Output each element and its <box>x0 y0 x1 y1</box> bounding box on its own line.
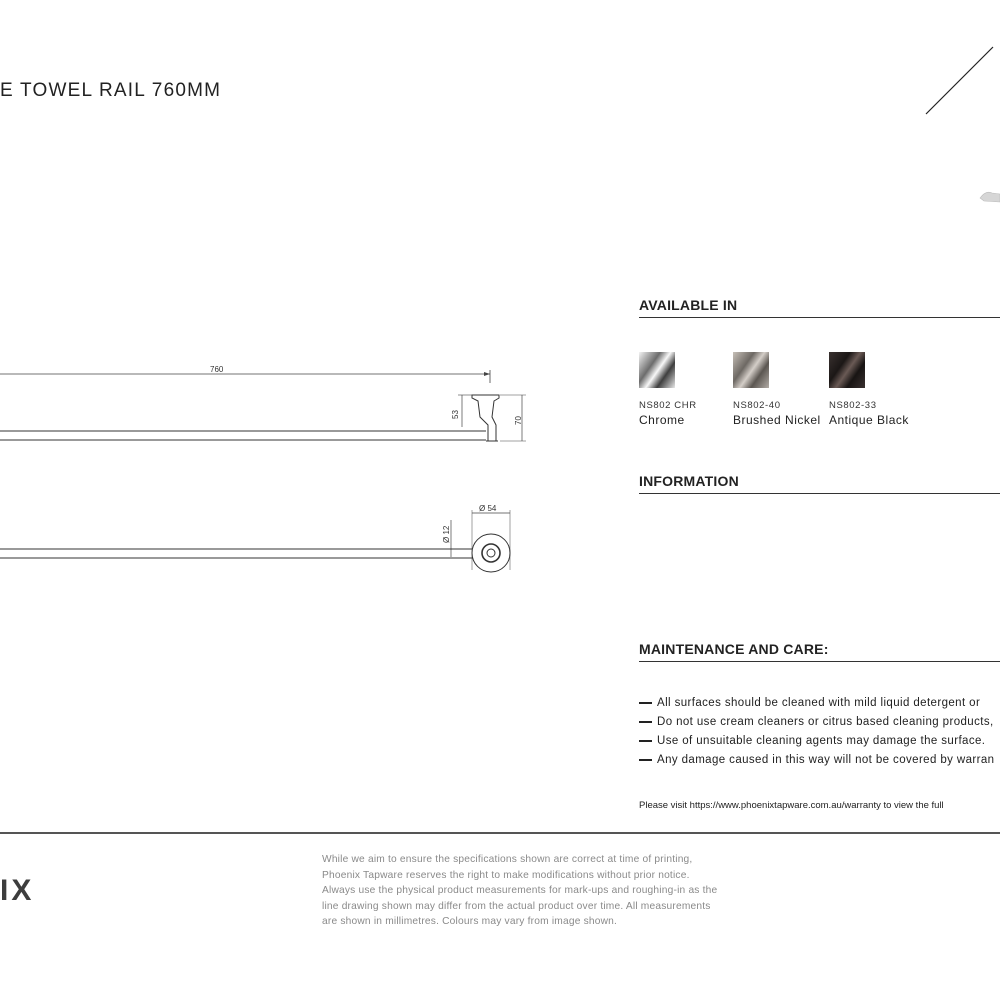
brand-logo: IX <box>0 874 35 907</box>
finish-name: Brushed Nickel <box>733 413 821 427</box>
care-item-text: All surfaces should be cleaned with mild liquid detergent or <box>657 697 981 709</box>
disclaimer-line: Phoenix Tapware reserves the right to make modifications without prior notice. <box>322 869 690 881</box>
finish-brushed-nickel <box>733 352 821 427</box>
finish-antique-black <box>829 352 909 427</box>
finish-code: NS802 CHR <box>639 400 697 411</box>
information-heading: INFORMATION <box>639 473 1000 494</box>
dim-height-label: 70 <box>514 416 523 425</box>
finish-chrome <box>639 352 697 427</box>
finish-code: NS802-33 <box>829 400 877 411</box>
care-item-text: Use of unsuitable cleaning agents may damage the surface. <box>657 735 986 747</box>
dash-icon <box>639 759 652 761</box>
disclaimer-line: line drawing shown may differ from the actual product over time. All measurements <box>322 900 711 912</box>
finish-name: Antique Black <box>829 413 909 427</box>
disclaimer-line: are shown in millimetres. Colours may vary from image shown. <box>322 916 618 927</box>
finish-swatch-brushed-nickel <box>733 352 769 388</box>
technical-drawing <box>0 355 560 585</box>
disclaimer-line: Always use the physical product measurements for mark-ups and roughing-in as the <box>322 885 718 896</box>
product-image-area <box>900 30 1000 220</box>
dim-bar-label: Ø 12 <box>442 525 451 543</box>
side-elevation <box>0 365 526 441</box>
list-item <box>639 732 1000 751</box>
plan-view <box>0 504 510 572</box>
dash-icon <box>639 740 652 742</box>
product-photo-fragment <box>980 192 1000 202</box>
disclaimer-text <box>322 852 752 930</box>
list-item <box>639 694 1000 713</box>
warranty-note[interactable]: Please visit https://www.phoenixtapware.com.au/warranty to view the full <box>639 800 944 811</box>
finish-swatch-chrome <box>639 352 675 388</box>
finish-code: NS802-40 <box>733 400 781 411</box>
dim-flange-label: Ø 54 <box>479 504 497 513</box>
care-item-text: Do not use cream cleaners or citrus based cleaning products, <box>657 716 994 728</box>
list-item <box>639 751 1000 770</box>
available-in-heading: AVAILABLE IN <box>639 297 1000 318</box>
finish-swatch-antique-black <box>829 352 865 388</box>
maintenance-heading: MAINTENANCE AND CARE: <box>639 641 1000 662</box>
dash-icon <box>639 721 652 723</box>
care-item-text: Any damage caused in this way will not be covered by warran <box>657 754 995 766</box>
finish-name: Chrome <box>639 413 685 427</box>
product-title: E TOWEL RAIL 760MM <box>0 80 222 101</box>
corner-diagonal-line <box>926 47 993 114</box>
dim-projection-label: 53 <box>451 410 460 419</box>
dash-icon <box>639 702 652 704</box>
care-list <box>639 694 1000 770</box>
dim-length-label: 760 <box>210 365 224 374</box>
footer-divider <box>0 832 1000 834</box>
list-item <box>639 713 1000 732</box>
disclaimer-line: While we aim to ensure the specifications shown are correct at time of printing, <box>322 854 693 865</box>
